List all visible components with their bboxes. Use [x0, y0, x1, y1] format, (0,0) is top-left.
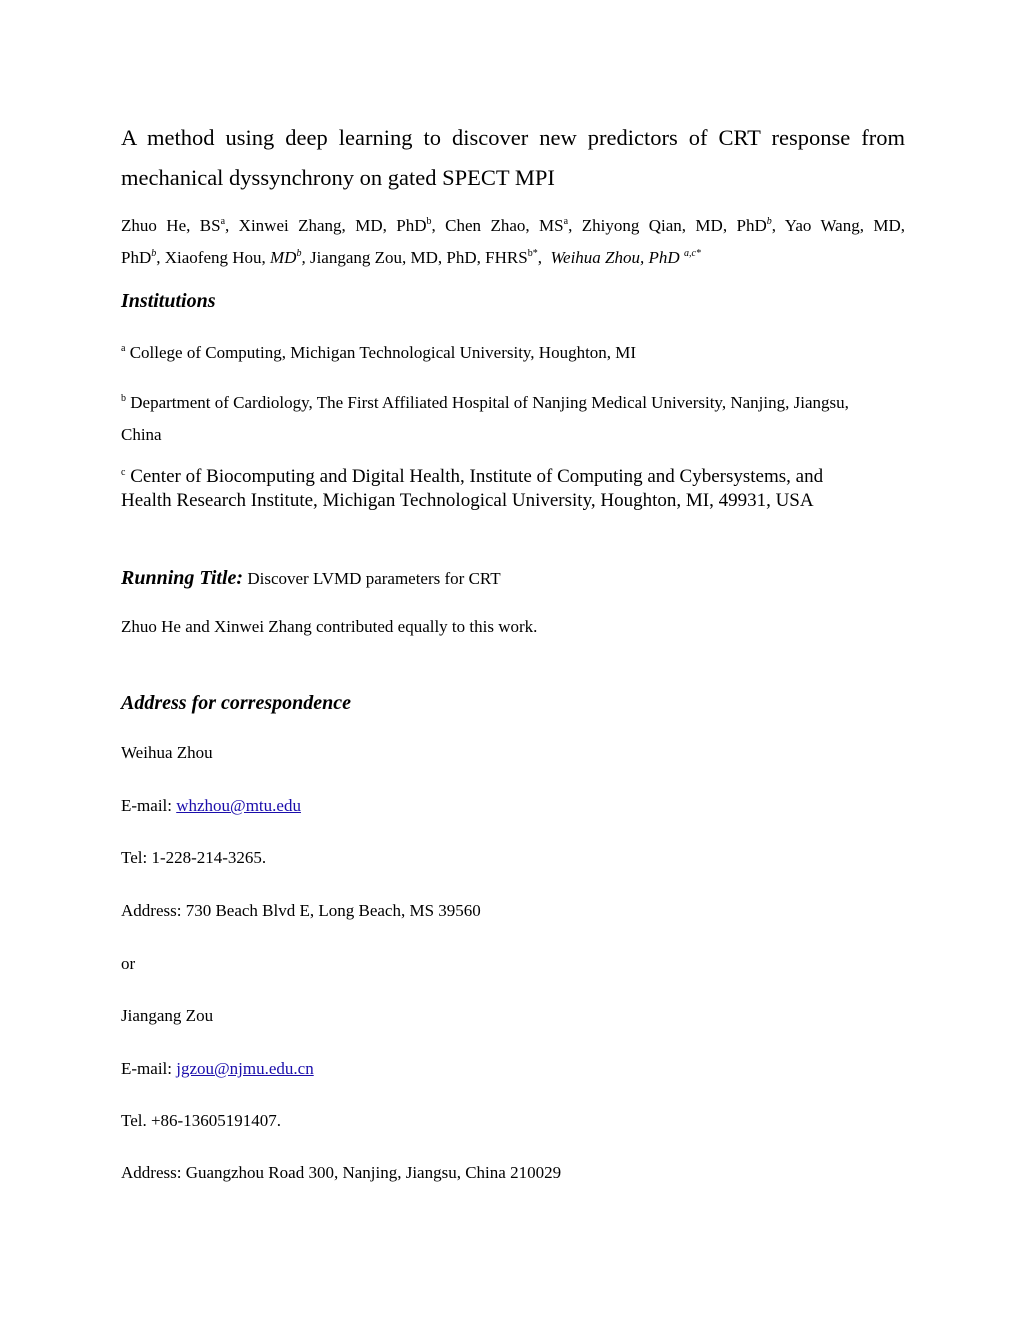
author-zou: Jiangang Zou, MD, PhD, FHRS [305, 248, 528, 267]
contribution-note: Zhuo He and Xinwei Zhang contributed equally to this work. [121, 617, 538, 636]
affil-marker: b [151, 248, 157, 259]
author-zhao: , Chen Zhao, MS [431, 216, 564, 235]
author-zhang: , Xinwei Zhang, MD, PhD [225, 216, 427, 235]
institution-c-line-2: Health Research Institute, Michigan Technological University, Houghton, MI, 49931, USA [121, 490, 814, 511]
email-link-zhou[interactable]: whzhou@mtu.edu [176, 796, 301, 815]
affil-marker: b [426, 216, 432, 227]
email-label: E-mail: [121, 796, 177, 815]
contact2-tel: Tel. +86-13605191407. [121, 1111, 281, 1130]
author-separator: , [301, 248, 306, 267]
affil-marker: a [220, 216, 226, 227]
institution-a [121, 343, 636, 363]
running-title-value: Discover LVMD parameters for CRT [243, 569, 501, 588]
paper-title [121, 118, 905, 198]
institution-c [121, 465, 905, 513]
institution-b-line-2: China [121, 425, 162, 444]
affil-marker: b [296, 248, 302, 259]
title-line-2: mechanical dyssynchrony on gated SPECT MPI [121, 165, 555, 190]
contact2-address: Address: Guangzhou Road 300, Nanjing, Jiangsu, China 210029 [121, 1163, 562, 1182]
author-wang: , Yao Wang, MD, [771, 216, 905, 235]
running-title-label: Running Title: [121, 567, 244, 589]
author-line-1 [121, 210, 905, 242]
author-zhou: Weihua Zhou, PhD [550, 248, 680, 267]
contact2-name: Jiangang Zou [121, 1006, 214, 1025]
correspondence-heading: Address for correspondence [121, 692, 351, 714]
author-hou-degree: MD [270, 248, 297, 267]
affil-marker: a [121, 343, 126, 354]
author-he: Zhuo He, BS [121, 216, 221, 235]
email-label: E-mail: [121, 1059, 177, 1078]
institution-a-text: College of Computing, Michigan Technological University, Houghton, MI [125, 343, 637, 362]
or-separator: or [121, 954, 136, 973]
institution-b-line-1 [121, 387, 905, 419]
email-link-zou[interactable]: jgzou@njmu.edu.cn [176, 1059, 314, 1078]
affil-marker: b [121, 393, 126, 404]
title-line-1: A method using deep learning to discover new predictors of CRT response from [121, 125, 905, 150]
institutions-heading: Institutions [121, 290, 216, 312]
affil-marker: b [766, 216, 772, 227]
contact1-address: Address: 730 Beach Blvd E, Long Beach, MS 39560 [121, 901, 481, 920]
affil-marker: b* [527, 248, 538, 259]
author-separator: , [537, 248, 542, 267]
affil-marker: a,c* [683, 248, 701, 259]
contact2-email [121, 1059, 314, 1079]
author-hou: , Xiaofeng Hou, [156, 248, 271, 267]
contact1-tel: Tel: 1-228-214-3265. [121, 848, 267, 867]
institution-b [121, 387, 905, 451]
contact1-name: Weihua Zhou [121, 743, 213, 762]
author-wang-degree: PhD [121, 248, 152, 267]
institution-c-line-1 [121, 465, 905, 489]
institution-b-text: Department of Cardiology, The First Affiliated Hospital of Nanjing Medical University, Nanjing, Jiangsu, [126, 393, 849, 412]
affil-marker: c [121, 467, 126, 478]
contact1-email [121, 796, 301, 816]
running-title [121, 567, 501, 590]
institution-c-text: Center of Biocomputing and Digital Health, Institute of Computing and Cybersystems, and [125, 466, 824, 487]
author-qian: , Zhiyong Qian, MD, PhD [568, 216, 767, 235]
author-line-2 [121, 242, 905, 274]
affil-marker: a [563, 216, 569, 227]
author-list [121, 210, 905, 274]
